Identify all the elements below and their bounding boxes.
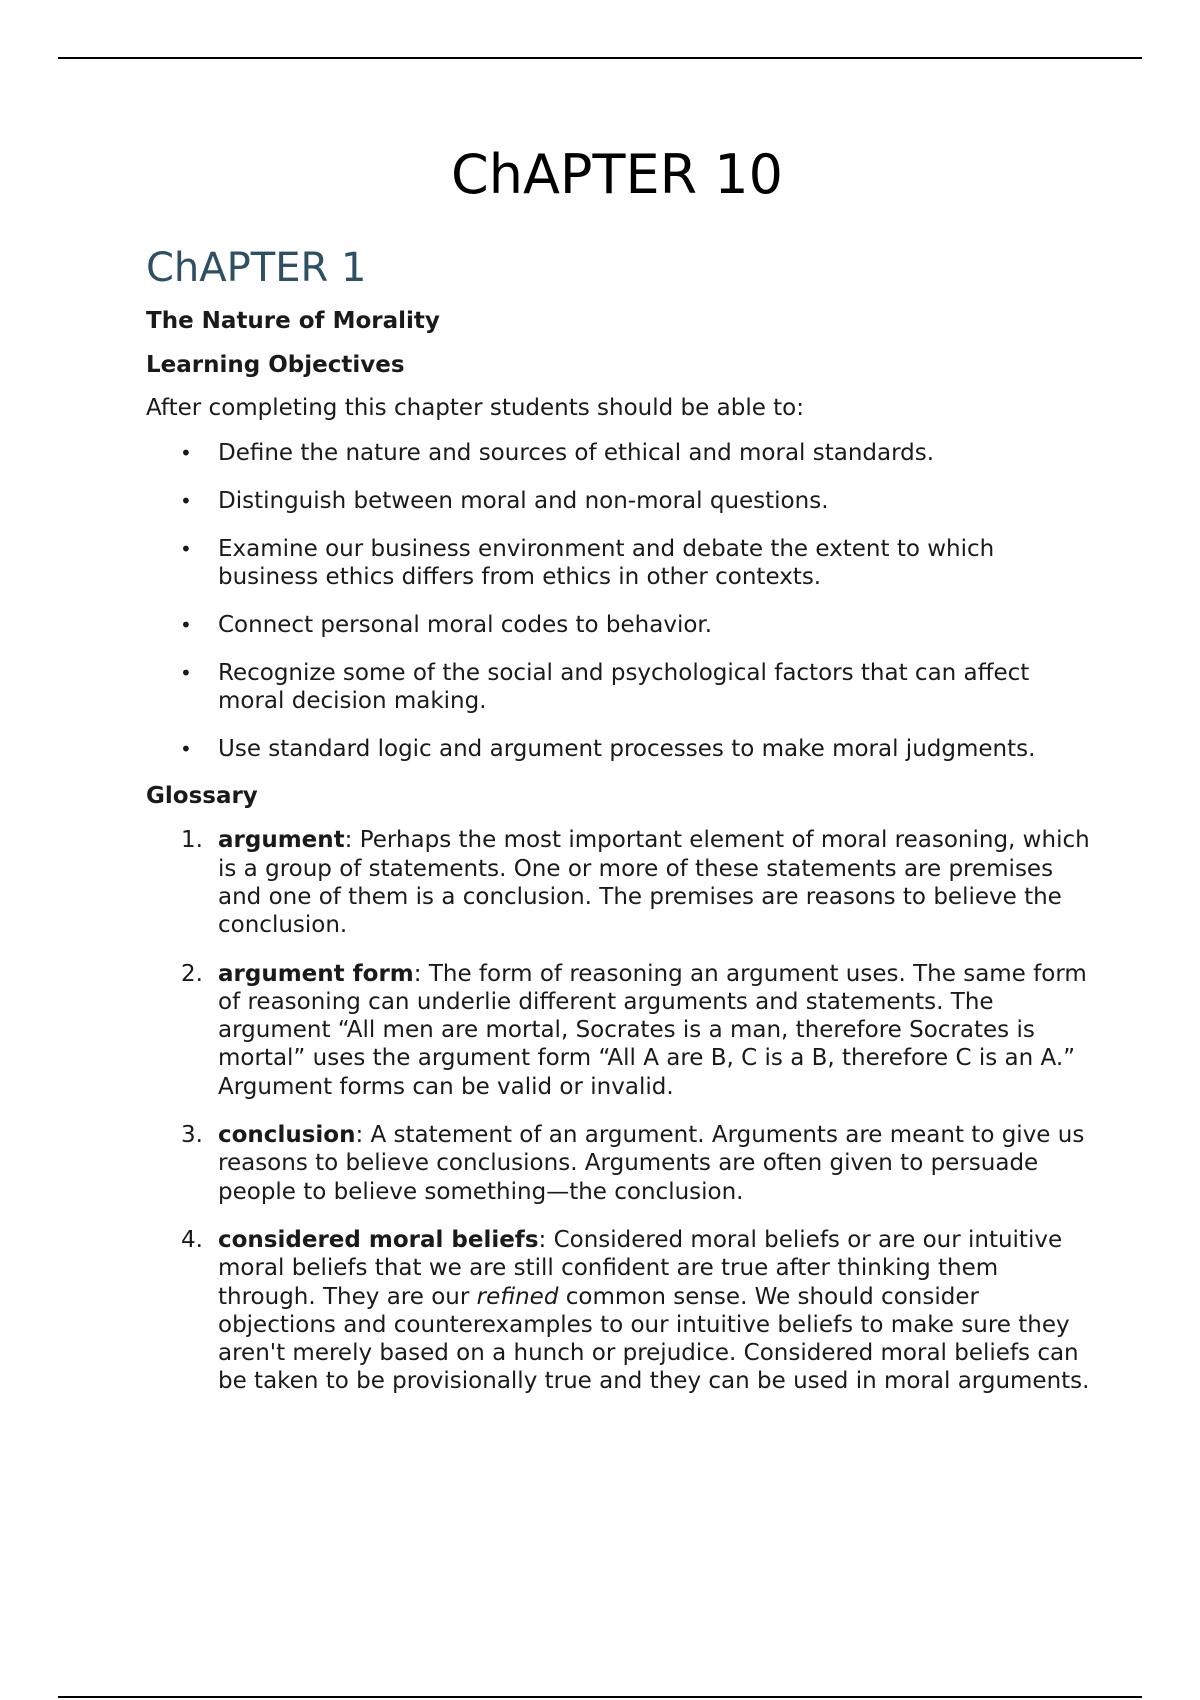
objectives-intro: After completing this chapter students should be able to: [146, 395, 805, 422]
bullet-icon: • [180, 612, 192, 637]
glossary-term: considered moral beliefs [218, 1226, 539, 1253]
top-rule [58, 57, 1142, 59]
document-body [146, 246, 1096, 1416]
bottom-rule [58, 1696, 1142, 1698]
objective-text: Connect personal moral codes to behavior. [218, 611, 713, 638]
objective-item [146, 735, 1096, 763]
glossary-heading: Glossary [146, 782, 258, 809]
glossary-emphasis: refined [476, 1283, 559, 1310]
glossary-item [146, 826, 1096, 939]
glossary-list [146, 826, 1096, 1395]
objectives-list [146, 439, 1096, 763]
glossary-term: argument form [218, 960, 414, 987]
glossary-definition: common sense. We should consider objections and counterexamples to our intuitive beliefs to make sure they aren't merely based on a hunch or prejudice. Considered moral beliefs can be taken to be provisionally true and they can be used in moral arguments. [218, 1283, 1090, 1395]
bullet-icon: • [180, 488, 192, 513]
chapter-heading: ChAPTER 1 [146, 245, 367, 291]
glossary-item [146, 1226, 1096, 1396]
bullet-icon: • [180, 660, 192, 685]
glossary-item [146, 960, 1096, 1101]
glossary-number: 3. [181, 1122, 203, 1149]
page-title: ChAPTER 10 [451, 143, 783, 206]
glossary-definition: : A statement of an argument. Arguments are meant to give us reasons to believe conclusions. Arguments are often given to persuade people to believe something—the conclusion. [218, 1122, 1085, 1205]
glossary-term: conclusion [218, 1122, 356, 1149]
objective-text: Use standard logic and argument processes to make moral judgments. [218, 735, 1036, 762]
objective-text: Examine our business environment and debate the extent to which business ethics differs from ethics in other contexts. [218, 535, 995, 590]
objective-item [146, 535, 1096, 591]
glossary-number: 1. [181, 827, 203, 854]
chapter-name: The Nature of Morality [146, 308, 440, 334]
objective-item [146, 659, 1096, 715]
glossary-number: 4. [181, 1226, 203, 1253]
objective-item [146, 439, 1096, 467]
glossary-definition: : Perhaps the most important element of moral reasoning, which is a group of statements. One or more of these statements are premises and one of them is a conclusion. The premises are reasons to believe the conclusion. [218, 827, 1090, 939]
bullet-icon: • [180, 440, 192, 465]
objective-text: Recognize some of the social and psychological factors that can affect moral decision making. [218, 659, 1030, 714]
objective-item [146, 611, 1096, 639]
objectives-heading: Learning Objectives [146, 351, 405, 378]
glossary-definition: : Considered moral beliefs or are our intuitive moral beliefs that we are still confident are true after thinking them through. They are our [218, 1226, 1063, 1310]
objective-text: Distinguish between moral and non-moral questions. [218, 487, 829, 514]
glossary-item [146, 1121, 1096, 1206]
glossary-definition: : The form of reasoning an argument uses. The same form of reasoning can underlie different arguments and statements. The argument “All men are mortal, Socrates is a man, therefore Socrates is mortal” uses the argument form “All A are B, C is a B, therefore C is an A.” Argument forms can be valid or invalid. [218, 960, 1087, 1100]
objective-item [146, 487, 1096, 515]
objective-text: Define the nature and sources of ethical and moral standards. [218, 439, 935, 466]
glossary-term: argument [218, 827, 345, 854]
bullet-icon: • [180, 736, 192, 761]
bullet-icon: • [180, 536, 192, 561]
glossary-number: 2. [181, 960, 203, 987]
